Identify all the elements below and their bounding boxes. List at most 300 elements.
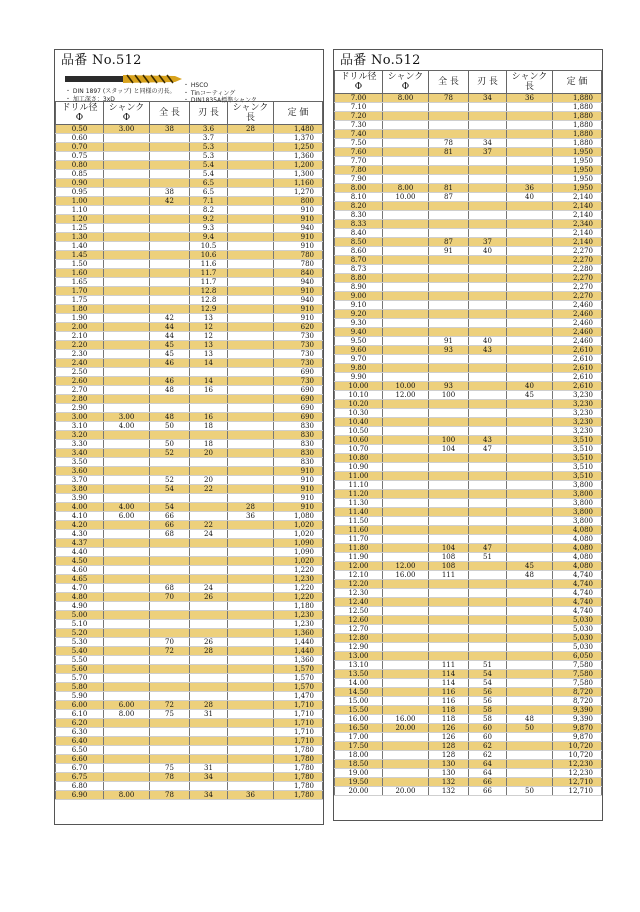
cell-total-length [150,134,190,143]
table-row [335,760,602,769]
cell-total-length: 114 [429,679,469,688]
cell-drill-dia: 5.40 [56,647,104,656]
cell-price: 12,710 [553,787,602,796]
cell-shank-dia: 16.00 [383,715,429,724]
cell-shank-length: 45 [507,391,553,400]
cell-blade-length [469,103,507,112]
cell-shank-dia [104,485,150,494]
cell-blade-length [469,625,507,634]
cell-shank-dia [383,409,429,418]
cell-shank-length [507,526,553,535]
cell-price: 4,740 [553,598,602,607]
cell-drill-dia: 4.00 [56,503,104,512]
cell-shank-length [507,148,553,157]
table-row [335,283,602,292]
cell-total-length [429,211,469,220]
cell-total-length [150,269,190,278]
cell-drill-dia: 6.00 [56,701,104,710]
cell-drill-dia: 4.80 [56,593,104,602]
cell-blade-length: 11.6 [190,260,228,269]
cell-shank-length [228,620,274,629]
table-row [56,692,323,701]
cell-drill-dia: 11.40 [335,508,383,517]
cell-price: 1,440 [274,638,323,647]
cell-blade-length: 54 [469,679,507,688]
cell-blade-length [469,184,507,193]
cell-shank-length [507,535,553,544]
cell-price: 690 [274,404,323,413]
cell-drill-dia: 2.00 [56,323,104,332]
cell-blade-length: 34 [469,139,507,148]
cell-drill-dia: 10.20 [335,400,383,409]
table-row [56,530,323,539]
cell-blade-length: 14 [190,377,228,386]
cell-drill-dia: 7.30 [335,121,383,130]
table-row [56,674,323,683]
table-row [56,503,323,512]
cell-shank-length [507,679,553,688]
cell-blade-length: 14 [190,359,228,368]
cell-shank-dia [383,274,429,283]
cell-drill-dia: 1.00 [56,197,104,206]
table-row [335,490,602,499]
table-row [56,134,323,143]
cell-shank-dia [383,652,429,661]
table-row [56,665,323,674]
cell-drill-dia: 10.60 [335,436,383,445]
cell-price: 800 [274,197,323,206]
cell-total-length: 50 [150,440,190,449]
table-row [56,314,323,323]
cell-price: 1,160 [274,179,323,188]
table-row [56,251,323,260]
cell-blade-length: 5.3 [190,152,228,161]
cell-blade-length [469,508,507,517]
cell-drill-dia: 9.10 [335,301,383,310]
cell-shank-dia [104,188,150,197]
cell-total-length: 68 [150,584,190,593]
cell-shank-length [507,211,553,220]
cell-drill-dia: 8.90 [335,283,383,292]
table-row [56,683,323,692]
cell-blade-length: 11.7 [190,278,228,287]
cell-total-length [429,499,469,508]
table-row [335,445,602,454]
cell-shank-length [228,458,274,467]
cell-blade-length: 11.7 [190,269,228,278]
cell-price: 1,880 [553,121,602,130]
table-row [335,571,602,580]
price-table-panel-left [54,49,324,825]
cell-shank-dia [383,301,429,310]
cell-shank-dia [383,553,429,562]
table-row [56,143,323,152]
cell-blade-length [469,373,507,382]
cell-shank-length [228,773,274,782]
table-row [56,521,323,530]
cell-total-length [150,224,190,233]
cell-shank-dia [383,742,429,751]
cell-blade-length: 51 [469,553,507,562]
table-row [56,602,323,611]
table-row [56,179,323,188]
cell-shank-length [507,508,553,517]
cell-total-length: 128 [429,742,469,751]
cell-shank-length [228,746,274,755]
cell-blade-length [190,665,228,674]
cell-price: 3,230 [553,418,602,427]
cell-shank-dia [104,404,150,413]
cell-blade-length [469,571,507,580]
cell-shank-dia [104,728,150,737]
cell-price: 1,180 [274,602,323,611]
cell-price: 1,950 [553,157,602,166]
cell-blade-length: 9.3 [190,224,228,233]
cell-total-length: 108 [429,553,469,562]
cell-blade-length: 40 [469,337,507,346]
cell-drill-dia: 12.10 [335,571,383,580]
cell-total-length: 50 [150,422,190,431]
cell-drill-dia: 1.80 [56,305,104,314]
cell-drill-dia: 1.70 [56,287,104,296]
cell-total-length [429,355,469,364]
cell-price: 5,030 [553,643,602,652]
table-row [335,688,602,697]
cell-shank-length [228,395,274,404]
cell-price: 1,780 [274,791,323,800]
cell-total-length [150,161,190,170]
cell-blade-length [469,499,507,508]
table-row [335,481,602,490]
cell-price: 690 [274,413,323,422]
cell-total-length [150,395,190,404]
table-row [335,202,602,211]
cell-shank-length [507,670,553,679]
cell-total-length: 91 [429,337,469,346]
cell-shank-length [228,377,274,386]
cell-shank-dia [383,373,429,382]
cell-shank-length [507,481,553,490]
cell-shank-length: 50 [507,724,553,733]
cell-shank-dia: 20.00 [383,787,429,796]
cell-price: 910 [274,476,323,485]
cell-price: 1,710 [274,701,323,710]
cell-shank-dia [104,269,150,278]
cell-blade-length: 18 [190,422,228,431]
cell-shank-dia [383,148,429,157]
table-row [335,697,602,706]
cell-blade-length [469,481,507,490]
cell-blade-length [190,683,228,692]
cell-total-length [150,674,190,683]
cell-total-length [150,728,190,737]
cell-blade-length [469,274,507,283]
cell-shank-dia [104,431,150,440]
cell-shank-length [228,242,274,251]
cell-shank-dia [104,683,150,692]
cell-total-length [150,404,190,413]
cell-blade-length [469,400,507,409]
feature-text: ・ DIN 1897 (スタッブ) と同様の刃長。 [65,88,176,95]
cell-total-length [429,265,469,274]
cell-total-length [150,683,190,692]
table-row [56,422,323,431]
table-row [56,206,323,215]
cell-drill-dia: 8.50 [335,238,383,247]
table-row [335,706,602,715]
cell-shank-length [228,269,274,278]
cell-total-length [429,616,469,625]
cell-price: 2,140 [553,238,602,247]
cell-shank-dia [383,418,429,427]
cell-shank-length [507,517,553,526]
cell-shank-length [507,157,553,166]
table-row [335,553,602,562]
cell-drill-dia: 12.30 [335,589,383,598]
table-row [335,508,602,517]
cell-total-length [150,566,190,575]
cell-shank-length [507,319,553,328]
table-row [335,670,602,679]
cell-shank-length [507,346,553,355]
cell-price: 1,270 [274,188,323,197]
cell-price: 840 [274,269,323,278]
cell-shank-dia [383,364,429,373]
table-row [56,764,323,773]
cell-blade-length [469,517,507,526]
cell-blade-length [190,566,228,575]
cell-shank-length: 36 [507,94,553,103]
cell-blade-length: 60 [469,724,507,733]
cell-total-length [429,472,469,481]
cell-drill-dia: 18.00 [335,751,383,760]
cell-total-length [150,170,190,179]
cell-shank-dia [104,674,150,683]
cell-shank-dia [104,764,150,773]
table-row [56,485,323,494]
cell-shank-length [507,544,553,553]
cell-drill-dia: 4.40 [56,548,104,557]
cell-shank-length [507,427,553,436]
table-row [56,746,323,755]
cell-price: 730 [274,359,323,368]
table-row [56,593,323,602]
cell-shank-dia [383,175,429,184]
cell-drill-dia: 3.20 [56,431,104,440]
cell-drill-dia: 5.50 [56,656,104,665]
table-row [335,175,602,184]
cell-drill-dia: 7.70 [335,157,383,166]
cell-shank-dia [104,602,150,611]
cell-total-length: 78 [150,773,190,782]
cell-total-length [150,287,190,296]
cell-shank-length [228,647,274,656]
cell-drill-dia: 6.80 [56,782,104,791]
cell-price: 910 [274,287,323,296]
table-row [335,598,602,607]
cell-drill-dia: 17.50 [335,742,383,751]
cell-shank-dia: 6.00 [104,512,150,521]
cell-shank-dia [383,121,429,130]
cell-price: 7,580 [553,670,602,679]
table-row [56,161,323,170]
cell-blade-length: 43 [469,346,507,355]
cell-price: 780 [274,260,323,269]
cell-drill-dia: 19.00 [335,769,383,778]
cell-drill-dia: 0.50 [56,125,104,134]
cell-shank-dia [383,229,429,238]
cell-shank-length [507,652,553,661]
cell-shank-dia [383,265,429,274]
cell-price: 1,440 [274,647,323,656]
cell-shank-length [228,278,274,287]
cell-price: 1,880 [553,139,602,148]
table-row [56,287,323,296]
cell-shank-length [228,197,274,206]
cell-price: 1,780 [274,764,323,773]
cell-price: 1,710 [274,737,323,746]
cell-shank-length [228,530,274,539]
cell-price: 12,710 [553,778,602,787]
cell-shank-dia [104,647,150,656]
header-shank-length: シャンク 長 [228,102,274,125]
cell-total-length: 38 [150,188,190,197]
cell-total-length [429,175,469,184]
cell-drill-dia: 0.60 [56,134,104,143]
cell-drill-dia: 8.33 [335,220,383,229]
cell-shank-length [228,782,274,791]
panel-title: 品番 No.512 [340,53,421,68]
cell-shank-length [228,638,274,647]
cell-shank-length: 36 [228,791,274,800]
cell-shank-dia [383,544,429,553]
cell-total-length: 130 [429,769,469,778]
cell-total-length [429,274,469,283]
cell-price: 1,230 [274,575,323,584]
cell-drill-dia: 7.60 [335,148,383,157]
panel-title: 品番 No.512 [61,53,142,68]
cell-shank-dia: 10.00 [383,382,429,391]
cell-total-length [429,283,469,292]
cell-total-length [429,292,469,301]
cell-blade-length [469,409,507,418]
cell-total-length [429,607,469,616]
cell-shank-length [507,229,553,238]
cell-total-length: 91 [429,247,469,256]
cell-blade-length [469,211,507,220]
table-row [56,125,323,134]
header-shank-length: シャンク 長 [507,71,553,94]
cell-shank-dia [104,719,150,728]
cell-drill-dia: 12.90 [335,643,383,652]
cell-blade-length [469,265,507,274]
cell-price: 1,880 [553,130,602,139]
table-row [335,661,602,670]
cell-price: 2,460 [553,328,602,337]
cell-total-length [429,301,469,310]
cell-total-length [150,251,190,260]
cell-blade-length: 24 [190,530,228,539]
cell-shank-length [507,328,553,337]
cell-shank-length [507,373,553,382]
cell-drill-dia: 5.70 [56,674,104,683]
cell-total-length: 72 [150,701,190,710]
cell-price: 2,270 [553,292,602,301]
table-row [56,350,323,359]
cell-shank-length [228,683,274,692]
cell-drill-dia: 4.60 [56,566,104,575]
cell-shank-dia [104,296,150,305]
cell-shank-length [228,755,274,764]
cell-shank-length: 28 [228,503,274,512]
cell-blade-length [469,283,507,292]
cell-drill-dia: 5.90 [56,692,104,701]
cell-shank-length [507,220,553,229]
cell-shank-length [228,566,274,575]
cell-price: 1,360 [274,629,323,638]
table-row [335,499,602,508]
table-row [56,323,323,332]
cell-price: 1,570 [274,683,323,692]
cell-blade-length [469,472,507,481]
cell-drill-dia: 2.40 [56,359,104,368]
table-row [56,170,323,179]
table-row [56,647,323,656]
cell-shank-dia [383,589,429,598]
cell-shank-dia [383,517,429,526]
cell-price: 1,220 [274,566,323,575]
cell-price: 620 [274,323,323,332]
cell-shank-length [228,134,274,143]
cell-blade-length [190,656,228,665]
cell-shank-length [228,386,274,395]
cell-drill-dia: 15.00 [335,697,383,706]
cell-shank-dia: 12.00 [383,562,429,571]
cell-price: 4,080 [553,526,602,535]
cell-drill-dia: 10.40 [335,418,383,427]
cell-blade-length: 64 [469,769,507,778]
table-row [56,413,323,422]
cell-blade-length [469,157,507,166]
cell-price: 910 [274,305,323,314]
header-total-length: 全 長 [429,71,469,94]
cell-drill-dia: 2.30 [56,350,104,359]
cell-price: 1,950 [553,148,602,157]
cell-shank-dia [383,769,429,778]
cell-drill-dia: 0.95 [56,188,104,197]
cell-total-length: 38 [150,125,190,134]
cell-drill-dia: 11.30 [335,499,383,508]
cell-shank-dia [104,161,150,170]
cell-shank-dia [383,202,429,211]
cell-drill-dia: 8.20 [335,202,383,211]
cell-blade-length [469,112,507,121]
cell-shank-length: 40 [507,382,553,391]
cell-total-length: 52 [150,449,190,458]
cell-drill-dia: 19.50 [335,778,383,787]
cell-shank-length [228,737,274,746]
cell-shank-dia [104,440,150,449]
cell-shank-length [507,580,553,589]
cell-total-length [150,233,190,242]
table-row [335,472,602,481]
cell-total-length [150,719,190,728]
cell-drill-dia: 5.20 [56,629,104,638]
cell-shank-length [507,301,553,310]
cell-shank-length [228,314,274,323]
cell-price: 830 [274,458,323,467]
feature-text: ・ DIN1835A標準シャンク [183,97,257,104]
